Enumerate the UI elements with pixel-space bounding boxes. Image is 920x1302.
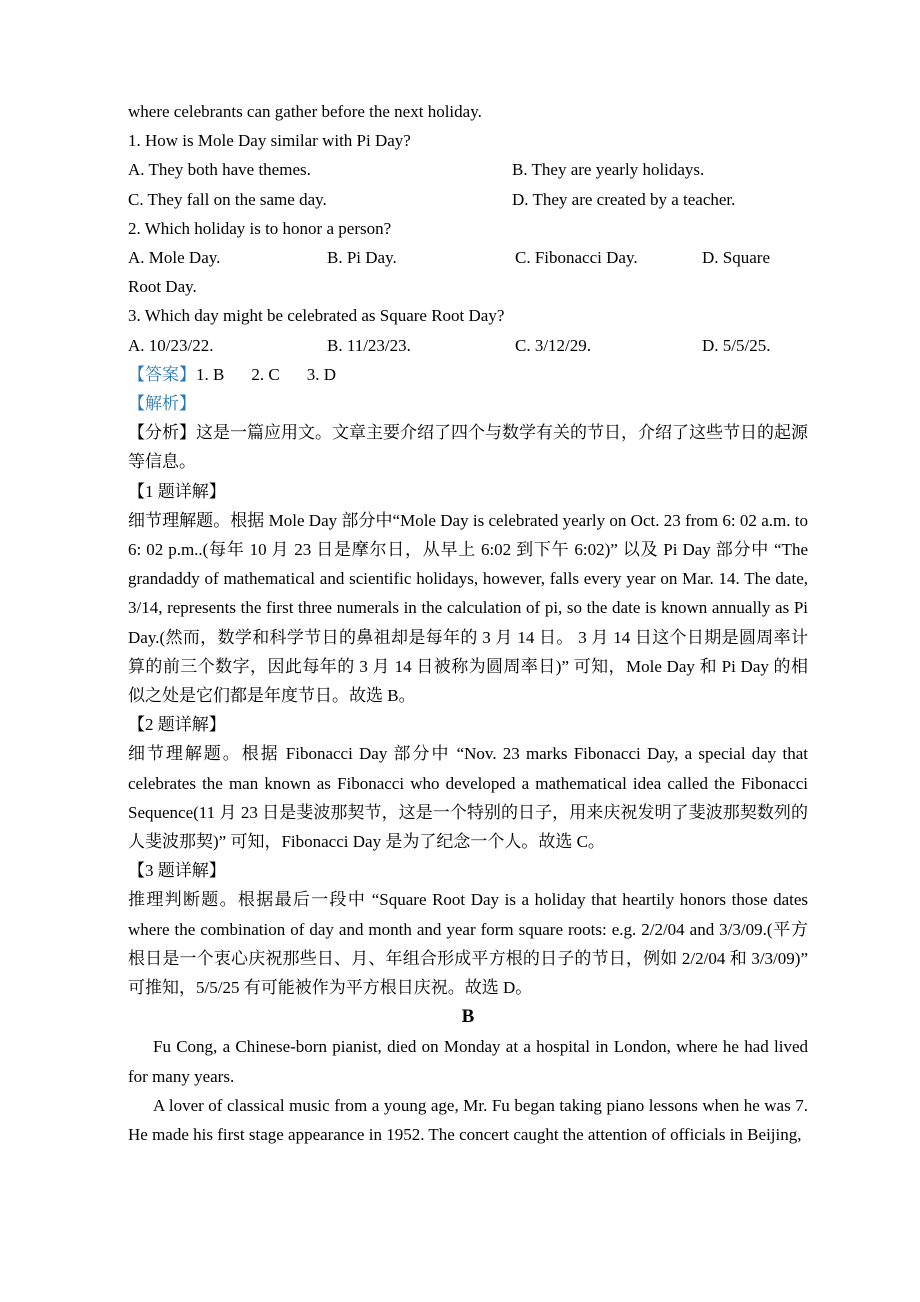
analysis-line [128,389,808,418]
detail-2-heading: 【2 题详解】 [128,715,226,735]
q1-option-a: A. They both have themes. [128,160,311,180]
question-2: 2. Which holiday is to honor a person? [128,218,392,238]
detail-2-body: 细节理解题。根据 Fibonacci Day 部分中 “Nov. 23 marks Fibonacci Day, a special day that celebrates the man known as Fibonacci who developed a mathematical idea called the Fibonacci Sequence(11 月 23 日是斐波那契节，这是一个特别的日子，用来庆祝发明了斐波那契数列的人斐波那契)” 可知，Fibonacci Day 是为了纪念一个人。故选 C。 [128,744,808,852]
q2-option-c: C. Fibonacci Day. [515,248,638,268]
question-2-options-row [128,243,808,272]
analysis-label: 【解析】 [128,394,196,414]
passage-tail-line: where celebrants can gather before the next holiday. [128,102,482,121]
answer-2: 2. C [251,364,280,384]
q2-option-a: A. Mole Day. [128,248,221,268]
detail-3-body: 推理判断题。根据最后一段中 “Square Root Day is a holiday that heartily honors those dates where the combination of day and month and year form square roots: e.g. 2/2/04 and 3/3/09.(平方根日是一个衷心庆祝那些日、月、年组合形成平方根的日子的节日，例如 2/2/04 和 3/3/09)” 可推知，5/5/25 有可能被作为平方根日庆祝。故选 D。 [128,890,808,998]
question-3-options-row [128,331,808,360]
passage-b-paragraph-1: Fu Cong, a Chinese-born pianist, died on Monday at a hospital in London, where he had lived for many years. [128,1037,808,1086]
question-3: 3. Which day might be celebrated as Square Root Day? [128,306,505,326]
q1-option-d: D. They are created by a teacher. [512,189,736,209]
question-1-options-row-2 [128,185,808,214]
q3-option-c: C. 3/12/29. [515,335,592,355]
question-1: 1. How is Mole Day similar with Pi Day? [128,131,411,151]
question-1-options-row-1 [128,155,808,184]
q3-option-a: A. 10/23/22. [128,335,214,355]
q3-option-d: D. 5/5/25. [702,335,771,355]
q2-option-d: D. Square [702,248,770,268]
detail-3-heading: 【3 题详解】 [128,861,226,881]
q2-option-d-wrapped-line: Root Day. [128,277,197,297]
q1-option-c: C. They fall on the same day. [128,189,327,209]
q2-option-b: B. Pi Day. [327,248,397,268]
answer-1: 1. B [196,364,225,384]
q3-option-b: B. 11/23/23. [327,335,411,355]
section-b-heading: B [461,1006,475,1028]
analysis-summary: 【分析】这是一篇应用文。文章主要介绍了四个与数学有关的节日，介绍了这些节日的起源等信息。 [128,423,808,472]
passage-b-paragraph-2: A lover of classical music from a young age, Mr. Fu began taking piano lessons when he was 7. He made his first stage appearance in 1952. The concert caught the attention of officials in Beijing, [128,1095,808,1144]
answer-line [128,360,808,389]
answer-label: 【答案】 [128,364,196,384]
detail-1-heading: 【1 题详解】 [128,481,226,501]
detail-1-body: 细节理解题。根据 Mole Day 部分中“Mole Day is celebrated yearly on Oct. 23 from 6: 02 a.m. to 6: 02 p.m..(每年 10 月 23 日是摩尔日，从早上 6:02 到下午 6:02)” 以及 Pi Day 部分中 “The grandaddy of mathematical and scientific holidays, however, falls every year on Mar. 14. The date, 3/14, represents the first three numerals in the calculation of pi, so the date is known annually as Pi Day.(然而，数学和科学节日的鼻祖却是每年的 3 月 14 日。 3 月 14 日这个日期是圆周率计算的前三个数字，因此每年的 3 月 14 日被称为圆周率日)” 可知，Mole Day 和 Pi Day 的相似之处是它们都是年度节日。故选 B。 [128,510,808,706]
answer-3: 3. D [306,364,336,384]
q1-option-b: B. They are yearly holidays. [512,160,705,180]
